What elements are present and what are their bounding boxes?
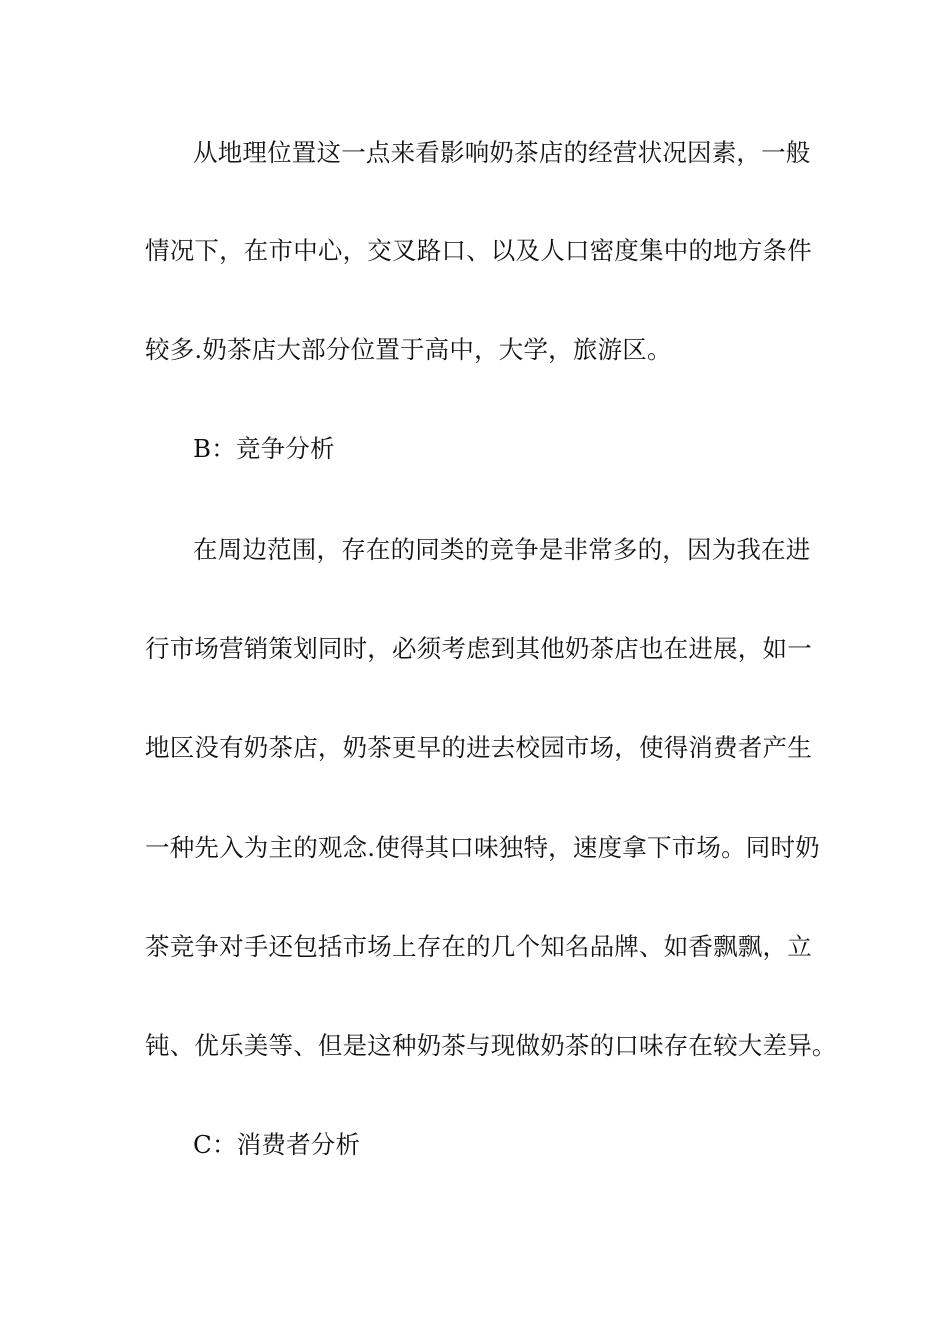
paragraph-competition-line-3: 地区没有奶茶店，奶茶更早的进去校园市场，使得消费者产生 <box>145 733 812 762</box>
paragraph-competition-line-1: 在周边范围，存在的同类的竞争是非常多的，因为我在进 <box>193 535 811 564</box>
paragraph-location-line-3: 较多.奶茶店大部分位置于高中，大学，旅游区。 <box>145 335 672 364</box>
paragraph-competition-line-5: 茶竞争对手还包括市场上存在的几个知名品牌、如香飘飘，立 <box>145 932 812 961</box>
paragraph-competition-line-2: 行市场营销策划同时，必须考虑到其他奶茶店也在进展，如一 <box>145 634 812 663</box>
paragraph-competition-line-4: 一种先入为主的观念.使得其口味独特，速度拿下市场。同时奶 <box>145 833 820 862</box>
section-heading-consumer: C：消费者分析 <box>193 1130 361 1159</box>
paragraph-location-line-2: 情况下，在市中心，交叉路口、以及人口密度集中的地方条件 <box>145 236 812 265</box>
paragraph-competition-line-6: 钝、优乐美等、但是这种奶茶与现做奶茶的口味存在较大差异。 <box>145 1031 837 1060</box>
section-heading-competition: B：竞争分析 <box>193 434 335 463</box>
paragraph-location-line-1: 从地理位置这一点来看影响奶茶店的经营状况因素，一般 <box>193 138 811 167</box>
